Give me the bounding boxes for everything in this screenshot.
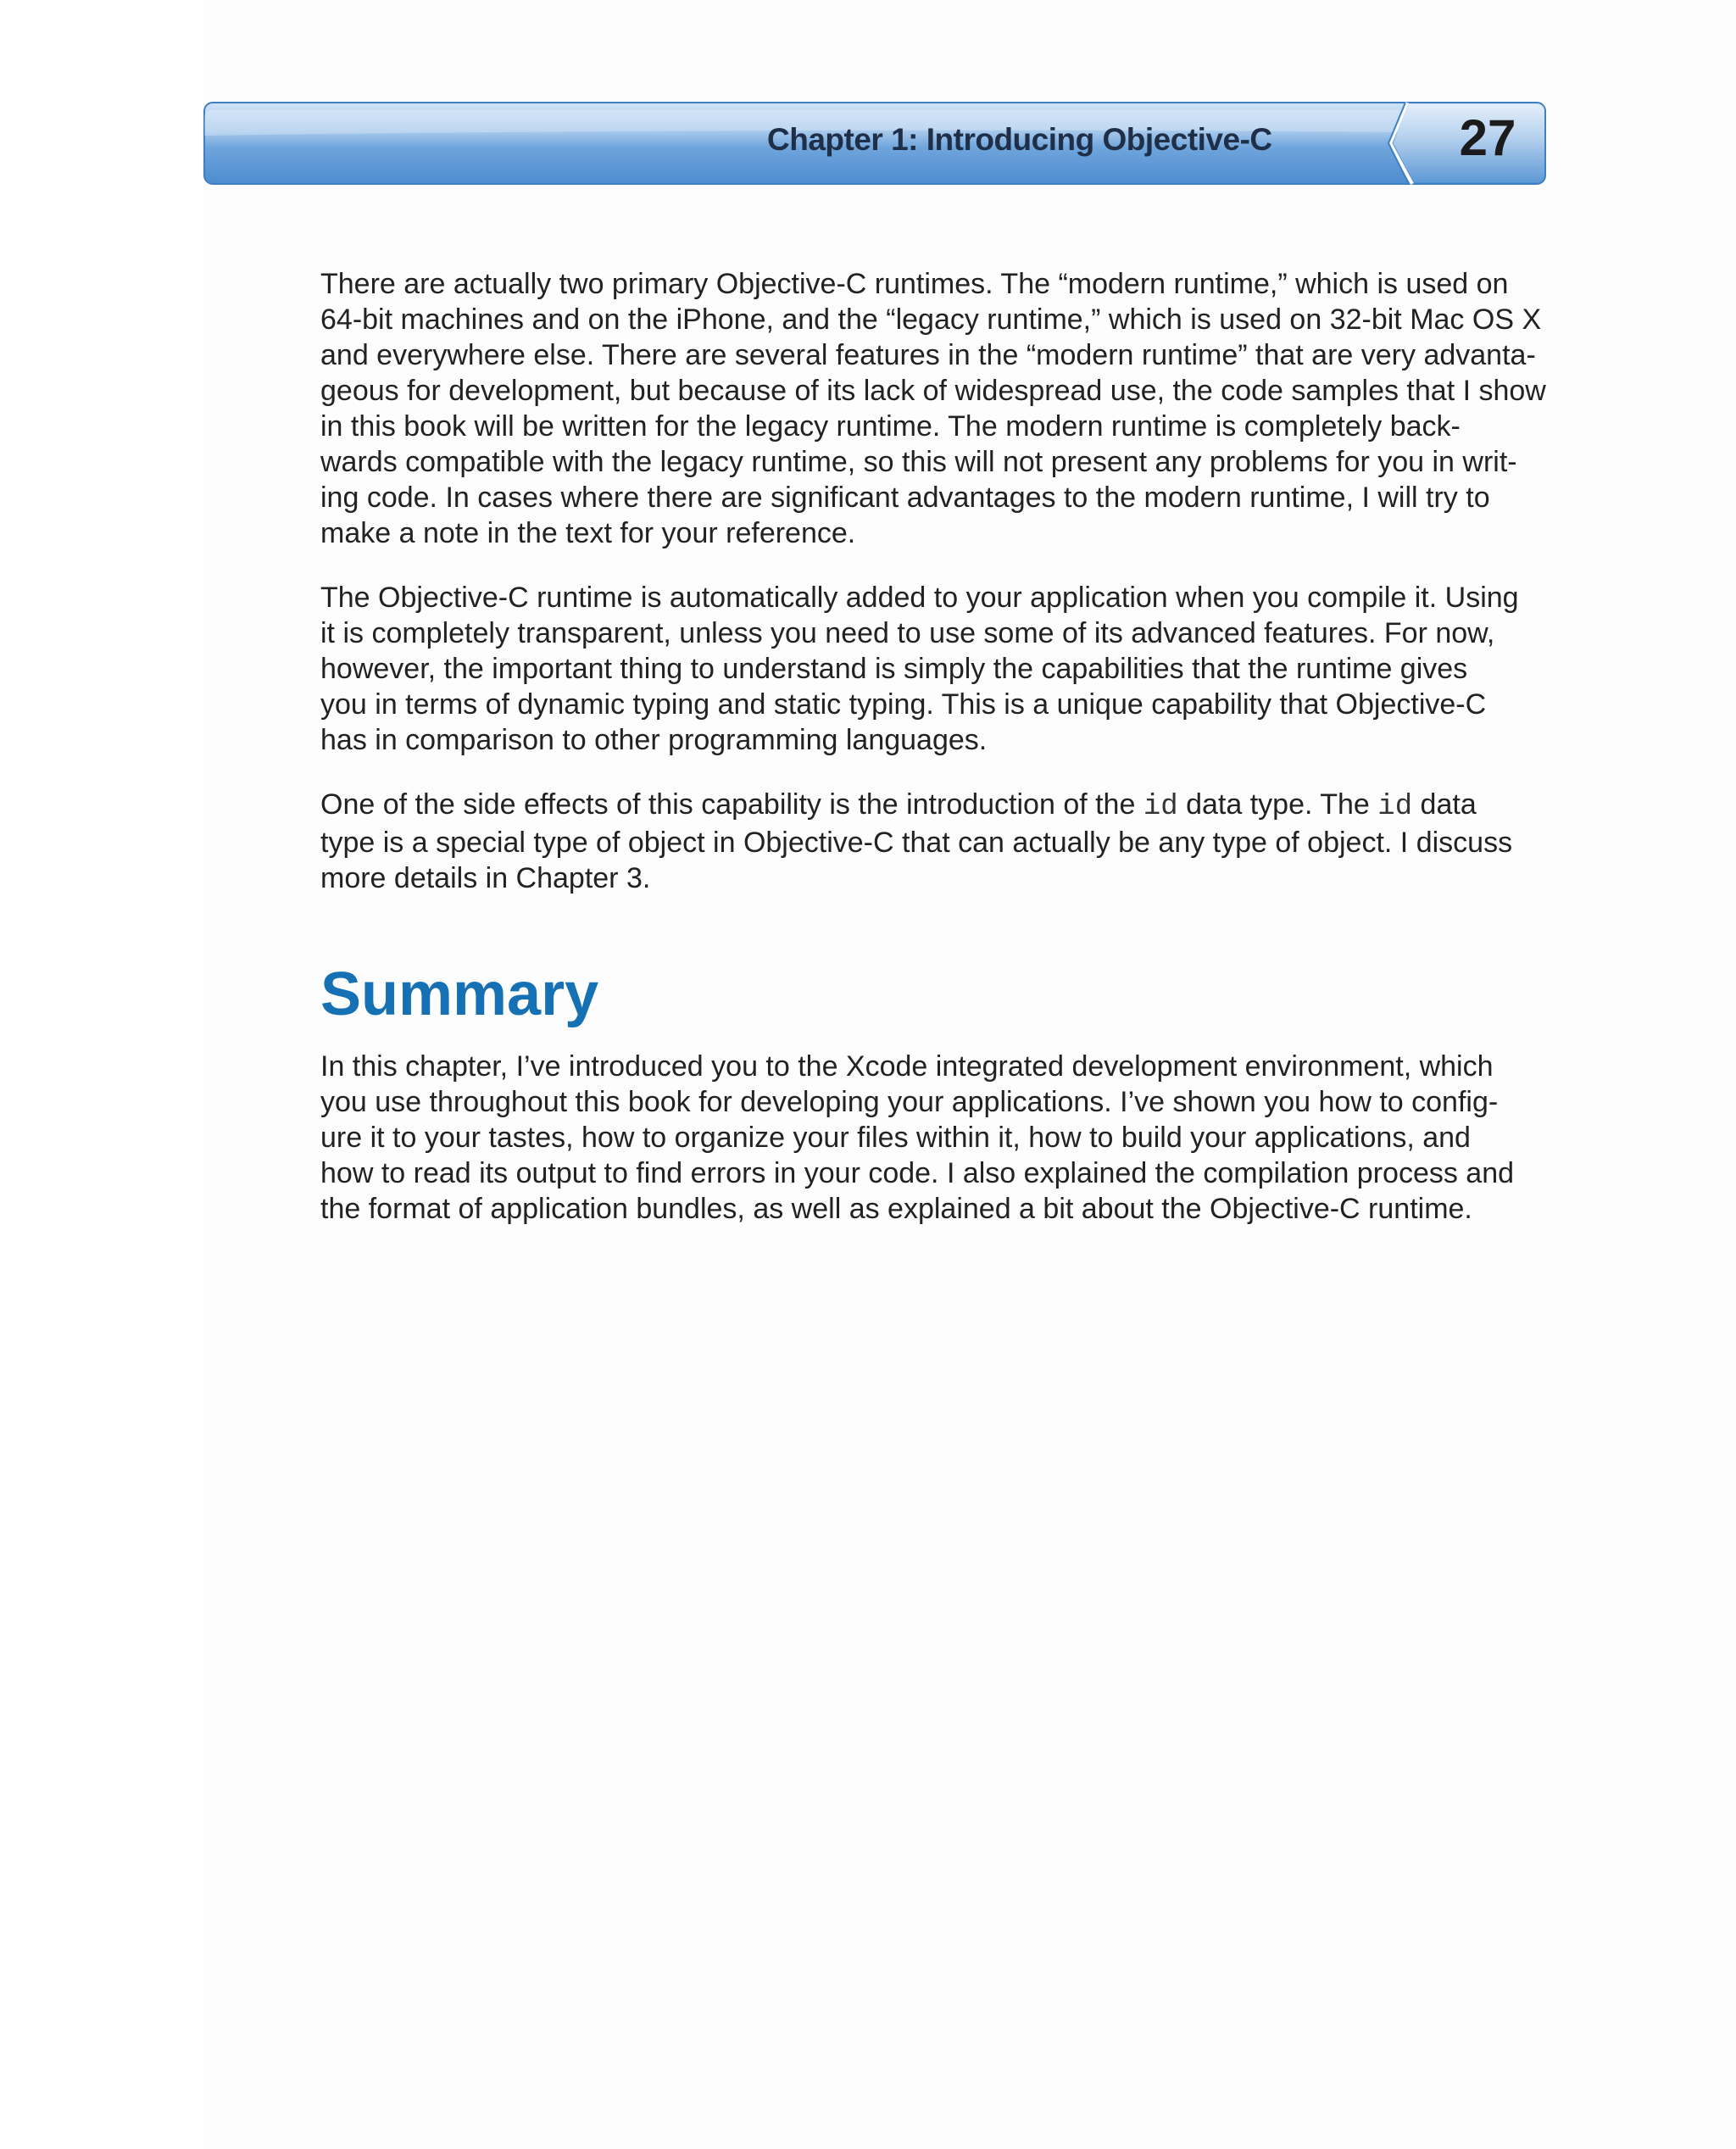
text-line: There are actually two primary Objective-C runtimes. The “modern runtime,” which is used on xyxy=(320,268,1509,300)
paragraph-runtimes xyxy=(320,266,1566,551)
code-id: id xyxy=(1377,791,1413,823)
text-line: has in comparison to other programming languages. xyxy=(320,724,988,756)
paragraph-summary xyxy=(320,1049,1566,1227)
paragraph-runtime-added xyxy=(320,580,1566,758)
text-line: wards compatible with the legacy runtime, so this will not present any problems for you in writ- xyxy=(320,446,1517,478)
text-line: ing code. In cases where there are significant advantages to the modern runtime, I will try to xyxy=(320,482,1490,514)
text-line: The Objective-C runtime is automatically added to your application when you compile it. Using xyxy=(320,582,1519,614)
text-line: however, the important thing to understand is simply the capabilities that the runtime gives xyxy=(320,653,1468,685)
text-line: ure it to your tastes, how to organize your files within it, how to build your applications, and xyxy=(320,1122,1471,1154)
text-line: how to read its output to find errors in your code. I also explained the compilation process and xyxy=(320,1157,1515,1189)
text-line: In this chapter, I’ve introduced you to the Xcode integrated development environment, which xyxy=(320,1050,1494,1083)
page-content xyxy=(320,266,1566,1255)
text-line: type is a special type of object in Objective-C that can actually be any type of object. I discuss xyxy=(320,827,1513,859)
text-line: make a note in the text for your reference. xyxy=(320,517,856,549)
text-line: it is completely transparent, unless you need to use some of its advanced features. For now, xyxy=(320,617,1495,649)
text-fragment: data type. The xyxy=(1177,788,1378,821)
text-line: the format of application bundles, as well as explained a bit about the Objective-C runtime. xyxy=(320,1193,1472,1225)
paragraph-id-type xyxy=(320,787,1566,896)
chapter-header-banner xyxy=(203,102,1546,185)
page-number: 27 xyxy=(1459,109,1516,166)
text-line xyxy=(320,787,1566,825)
text-line: in this book will be written for the legacy runtime. The modern runtime is completely back- xyxy=(320,410,1461,443)
summary-heading: Summary xyxy=(320,960,599,1028)
text-line: and everywhere else. There are several features in the “modern runtime” that are very advanta- xyxy=(320,339,1536,371)
text-line: 64-bit machines and on the iPhone, and the “legacy runtime,” which is used on 32-bit Mac OS X xyxy=(320,303,1542,336)
text-line: more details in Chapter 3. xyxy=(320,862,651,894)
text-line: geous for development, but because of its lack of widespread use, the code samples that I show xyxy=(320,375,1546,407)
text-fragment: data xyxy=(1412,788,1477,821)
chapter-title: Chapter 1: Introducing Objective-C xyxy=(767,122,1272,157)
text-line: you use throughout this book for developing your applications. I’ve shown you how to config- xyxy=(320,1086,1499,1118)
code-id: id xyxy=(1143,791,1178,823)
text-fragment: One of the side effects of this capability is the introduction of the xyxy=(320,788,1143,821)
text-line: you in terms of dynamic typing and static typing. This is a unique capability that Objective-C xyxy=(320,688,1487,721)
